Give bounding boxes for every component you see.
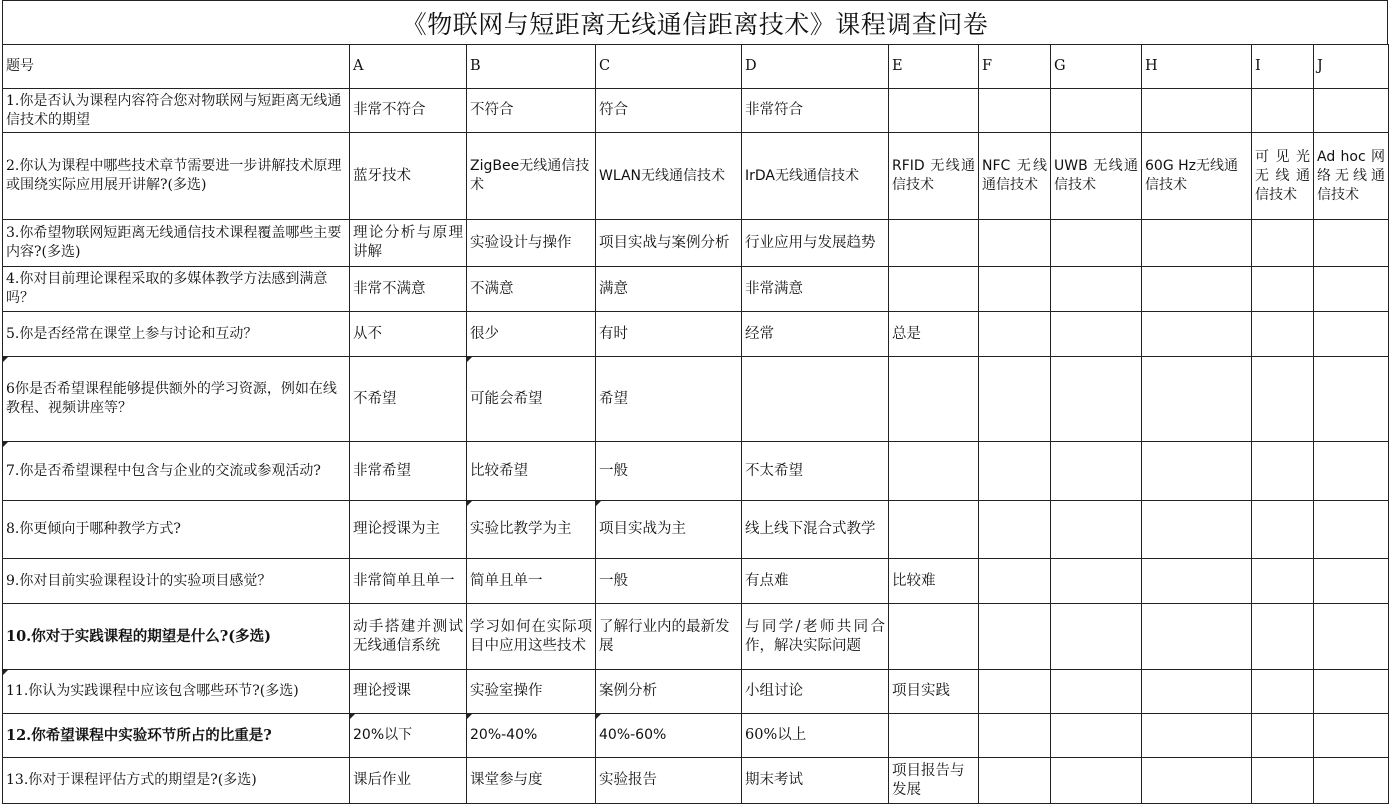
- option-cell-j: [1314, 357, 1389, 442]
- option-cell-b: 课堂参与度: [467, 758, 596, 804]
- option-cell-f: [979, 670, 1051, 714]
- option-cell-f: [979, 89, 1051, 133]
- option-cell-d: 行业应用与发展趋势: [742, 220, 889, 267]
- option-cell-a: 从不: [350, 312, 467, 357]
- option-cell-i: [1252, 714, 1314, 758]
- survey-table: [2, 44, 1389, 804]
- option-cell-f: [979, 357, 1051, 442]
- header-option-b: B: [467, 45, 596, 89]
- question-row: [3, 89, 1389, 133]
- option-cell-d: 非常满意: [742, 267, 889, 312]
- option-cell-i: [1252, 758, 1314, 804]
- header-option-d: D: [742, 45, 889, 89]
- option-cell-d: [742, 357, 889, 442]
- option-cell-j: [1314, 267, 1389, 312]
- option-cell-e: [889, 442, 979, 501]
- option-cell-e: 总是: [889, 312, 979, 357]
- header-option-e: E: [889, 45, 979, 89]
- option-cell-g: [1051, 714, 1142, 758]
- option-cell-i: [1252, 604, 1314, 670]
- option-cell-c: 有时: [596, 312, 742, 357]
- option-cell-b: 实验比教学为主: [467, 501, 596, 559]
- question-cell: 2.你认为课程中哪些技术章节需要进一步讲解技术原理或围绕实际应用展开讲解?(多选): [3, 133, 350, 220]
- option-cell-e: [889, 220, 979, 267]
- option-cell-j: [1314, 220, 1389, 267]
- option-cell-d: 期末考试: [742, 758, 889, 804]
- option-cell-g: [1051, 357, 1142, 442]
- option-cell-a: 动手搭建并测试无线通信系统: [350, 604, 467, 670]
- header-option-i: I: [1252, 45, 1314, 89]
- option-cell-j: [1314, 89, 1389, 133]
- option-cell-a: 非常不满意: [350, 267, 467, 312]
- option-cell-i: [1252, 267, 1314, 312]
- option-cell-h: [1142, 442, 1252, 501]
- question-cell: 12.你希望课程中实验环节所占的比重是?: [3, 714, 350, 758]
- option-cell-d: 不太希望: [742, 442, 889, 501]
- option-cell-a: 理论授课: [350, 670, 467, 714]
- option-cell-e: [889, 714, 979, 758]
- option-cell-a: 不希望: [350, 357, 467, 442]
- option-cell-e: [889, 89, 979, 133]
- option-cell-b: 实验室操作: [467, 670, 596, 714]
- option-cell-d: 经常: [742, 312, 889, 357]
- header-option-a: A: [350, 45, 467, 89]
- option-cell-g: [1051, 312, 1142, 357]
- option-cell-e: RFID 无线通信技术: [889, 133, 979, 220]
- question-row: [3, 714, 1389, 758]
- option-cell-h: [1142, 604, 1252, 670]
- option-cell-f: [979, 501, 1051, 559]
- option-cell-j: [1314, 559, 1389, 604]
- option-cell-b: 不符合: [467, 89, 596, 133]
- option-cell-a: 非常希望: [350, 442, 467, 501]
- header-row: [3, 45, 1389, 89]
- option-cell-h: [1142, 758, 1252, 804]
- option-cell-h: [1142, 220, 1252, 267]
- option-cell-f: [979, 604, 1051, 670]
- option-cell-j: [1314, 670, 1389, 714]
- option-cell-e: 项目实践: [889, 670, 979, 714]
- option-cell-d: IrDA无线通信技术: [742, 133, 889, 220]
- header-option-j: J: [1314, 45, 1389, 89]
- option-cell-j: [1314, 501, 1389, 559]
- option-cell-b: 不满意: [467, 267, 596, 312]
- option-cell-c: 40%-60%: [596, 714, 742, 758]
- option-cell-b: 简单且单一: [467, 559, 596, 604]
- survey-sheet: [2, 0, 1388, 799]
- question-cell: 7.你是否希望课程中包含与企业的交流或参观活动?: [3, 442, 350, 501]
- option-cell-b: 很少: [467, 312, 596, 357]
- option-cell-a: 非常简单且单一: [350, 559, 467, 604]
- option-cell-g: [1051, 559, 1142, 604]
- question-row: [3, 559, 1389, 604]
- option-cell-e: [889, 267, 979, 312]
- option-cell-j: [1314, 604, 1389, 670]
- option-cell-i: [1252, 442, 1314, 501]
- option-cell-f: [979, 714, 1051, 758]
- question-cell: 13.你对于课程评估方式的期望是?(多选): [3, 758, 350, 804]
- option-cell-i: [1252, 312, 1314, 357]
- option-cell-d: 小组讨论: [742, 670, 889, 714]
- option-cell-h: [1142, 89, 1252, 133]
- option-cell-g: [1051, 89, 1142, 133]
- option-cell-a: 非常不符合: [350, 89, 467, 133]
- option-cell-e: [889, 357, 979, 442]
- question-row: [3, 357, 1389, 442]
- option-cell-f: [979, 312, 1051, 357]
- survey-title: 《物联网与短距离无线通信距离技术》课程调查问卷: [2, 0, 1388, 44]
- option-cell-c: 一般: [596, 442, 742, 501]
- question-cell: 11.你认为实践课程中应该包含哪些环节?(多选): [3, 670, 350, 714]
- option-cell-c: 项目实战与案例分析: [596, 220, 742, 267]
- option-cell-c: 希望: [596, 357, 742, 442]
- option-cell-e: 比较难: [889, 559, 979, 604]
- option-cell-c: 满意: [596, 267, 742, 312]
- option-cell-f: [979, 442, 1051, 501]
- option-cell-b: ZigBee无线通信技术: [467, 133, 596, 220]
- option-cell-j: Ad hoc 网络无线通信技术: [1314, 133, 1389, 220]
- question-cell: 3.你希望物联网短距离无线通信技术课程覆盖哪些主要内容?(多选): [3, 220, 350, 267]
- option-cell-h: [1142, 501, 1252, 559]
- option-cell-j: [1314, 714, 1389, 758]
- option-cell-c: 案例分析: [596, 670, 742, 714]
- option-cell-b: 实验设计与操作: [467, 220, 596, 267]
- option-cell-e: [889, 501, 979, 559]
- question-row: [3, 758, 1389, 804]
- option-cell-f: [979, 220, 1051, 267]
- question-row: [3, 133, 1389, 220]
- option-cell-h: [1142, 559, 1252, 604]
- option-cell-f: [979, 559, 1051, 604]
- option-cell-g: [1051, 758, 1142, 804]
- option-cell-g: [1051, 604, 1142, 670]
- option-cell-d: 与同学/老师共同合作，解决实际问题: [742, 604, 889, 670]
- option-cell-g: [1051, 220, 1142, 267]
- option-cell-h: [1142, 714, 1252, 758]
- option-cell-e: 项目报告与发展: [889, 758, 979, 804]
- option-cell-h: [1142, 312, 1252, 357]
- option-cell-a: 理论分析与原理讲解: [350, 220, 467, 267]
- question-cell: 1.你是否认为课程内容符合您对物联网与短距离无线通信技术的期望: [3, 89, 350, 133]
- option-cell-b: 可能会希望: [467, 357, 596, 442]
- option-cell-d: 有点难: [742, 559, 889, 604]
- option-cell-a: 蓝牙技术: [350, 133, 467, 220]
- option-cell-g: [1051, 501, 1142, 559]
- option-cell-c: 实验报告: [596, 758, 742, 804]
- option-cell-b: 比较希望: [467, 442, 596, 501]
- option-cell-e: [889, 604, 979, 670]
- question-row: [3, 442, 1389, 501]
- question-row: [3, 220, 1389, 267]
- option-cell-d: 非常符合: [742, 89, 889, 133]
- question-cell: 5.你是否经常在课堂上参与讨论和互动？: [3, 312, 350, 357]
- option-cell-b: 20%-40%: [467, 714, 596, 758]
- question-row: [3, 312, 1389, 357]
- option-cell-i: [1252, 357, 1314, 442]
- option-cell-a: 20%以下: [350, 714, 467, 758]
- option-cell-c: 一般: [596, 559, 742, 604]
- option-cell-i: [1252, 501, 1314, 559]
- option-cell-c: 了解行业内的最新发展: [596, 604, 742, 670]
- option-cell-c: 符合: [596, 89, 742, 133]
- option-cell-i: [1252, 559, 1314, 604]
- option-cell-g: [1051, 267, 1142, 312]
- question-row: [3, 670, 1389, 714]
- header-option-c: C: [596, 45, 742, 89]
- question-row: [3, 501, 1389, 559]
- question-row: [3, 267, 1389, 312]
- header-option-f: F: [979, 45, 1051, 89]
- option-cell-g: UWB 无线通信技术: [1051, 133, 1142, 220]
- header-option-h: H: [1142, 45, 1252, 89]
- option-cell-f: [979, 267, 1051, 312]
- option-cell-g: [1051, 670, 1142, 714]
- option-cell-g: [1051, 442, 1142, 501]
- option-cell-c: WLAN无线通信技术: [596, 133, 742, 220]
- option-cell-j: [1314, 442, 1389, 501]
- option-cell-a: 理论授课为主: [350, 501, 467, 559]
- option-cell-j: [1314, 758, 1389, 804]
- option-cell-j: [1314, 312, 1389, 357]
- option-cell-i: [1252, 89, 1314, 133]
- header-option-g: G: [1051, 45, 1142, 89]
- question-row: [3, 604, 1389, 670]
- option-cell-i: [1252, 670, 1314, 714]
- question-cell: 6你是否希望课程能够提供额外的学习资源，例如在线教程、视频讲座等？: [3, 357, 350, 442]
- option-cell-b: 学习如何在实际项目中应用这些技术: [467, 604, 596, 670]
- option-cell-d: 60%以上: [742, 714, 889, 758]
- option-cell-a: 课后作业: [350, 758, 467, 804]
- option-cell-c: 项目实战为主: [596, 501, 742, 559]
- question-cell: 4.你对目前理论课程采取的多媒体教学方法感到满意吗？: [3, 267, 350, 312]
- option-cell-i: [1252, 220, 1314, 267]
- header-question-cell: 题号: [3, 45, 350, 89]
- question-cell: 9.你对目前实验课程设计的实验项目感觉？: [3, 559, 350, 604]
- option-cell-h: [1142, 670, 1252, 714]
- option-cell-f: [979, 758, 1051, 804]
- option-cell-h: [1142, 267, 1252, 312]
- question-cell: 8.你更倾向于哪种教学方式?: [3, 501, 350, 559]
- option-cell-h: [1142, 357, 1252, 442]
- option-cell-i: 可见光无线通信技术: [1252, 133, 1314, 220]
- option-cell-f: NFC 无线通信技术: [979, 133, 1051, 220]
- option-cell-d: 线上线下混合式教学: [742, 501, 889, 559]
- option-cell-h: 60G Hz无线通信技术: [1142, 133, 1252, 220]
- question-cell: 10.你对于实践课程的期望是什么?(多选): [3, 604, 350, 670]
